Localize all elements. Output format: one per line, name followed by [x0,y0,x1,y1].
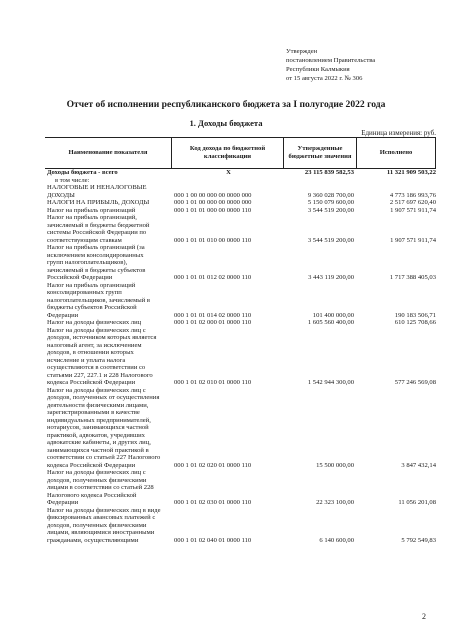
row-approved: 23 115 839 582,53 [304,169,354,176]
row-name-line: групп налогоплательщиков), [47,259,128,266]
table-row [45,469,436,507]
row-name-line: осуществляются в соответствии со [47,364,146,371]
row-name-line: исключением консолидированных [47,251,144,259]
row-code: 000 1 01 02 000 01 0000 110 [174,319,252,326]
approval-stamp [286,47,436,83]
row-name-line: практикой, адвокатов, учредивших [47,431,145,439]
row-name-line: налогоплательщиков, зачисляемый в [47,296,150,304]
row-name-line: в том числе: [55,176,90,184]
row-name-line: доходов, полученных физическими [47,521,147,529]
row-approved: 3 544 519 200,00 [307,206,354,214]
row-name-line: индивидуальных предпринимателей, [47,416,151,424]
row-executed: 190 183 506,71 [394,311,436,319]
row-executed: 1 907 571 911,74 [390,206,436,214]
row-name-line: Налог на прибыль организаций (за [47,244,145,251]
table-header [45,137,436,169]
row-name-line: налоговый агент, за исключением [47,341,142,349]
row-name-line: Налог на доходы физических лиц [47,319,142,326]
row-name-line: зачисляемый в бюджеты бюджетной [47,221,150,229]
row-code: 000 1 01 01 010 00 0000 110 [174,236,252,244]
row-approved: 15 500 000,00 [316,461,354,469]
table-row [45,244,436,282]
header-code: Код дохода по бюджетной классификации [171,138,283,168]
table-body [45,169,436,544]
row-name-line: занимающихся частной практикой в [47,446,149,454]
header-name: Наименование показателя [68,149,148,157]
income-table [45,137,436,544]
row-executed: 3 847 432,14 [401,461,436,469]
row-name-line: доходов, источником которых является [47,334,157,341]
row-name [45,184,171,199]
table-row [45,327,436,387]
table-row [45,282,436,320]
row-name [45,507,171,545]
approval-line: постановлением Правительства [286,57,376,64]
row-name-line: Налог на доходы физических лиц с [47,386,146,394]
row-code: 000 1 01 01 000 00 0000 110 [174,206,252,214]
row-name-line: Российской Федерации [47,274,113,281]
row-name-line: НАЛОГИ НА ПРИБЫЛЬ, ДОХОДЫ [47,199,150,206]
header-approved: Утвержденные бюджетные значения [283,138,356,168]
row-name-line: гражданами, осуществляющими [47,536,139,544]
row-name [45,319,171,327]
row-executed: 11 321 909 503,22 [386,169,436,176]
row-approved: 101 400 000,00 [312,311,354,319]
table-row [45,319,436,327]
row-executed: 1 907 571 911,74 [390,236,436,244]
row-code: 000 1 01 01 014 02 0000 110 [174,311,252,319]
row-approved: 5 150 079 600,00 [307,199,354,206]
row-approved: 1 542 944 300,00 [307,379,354,386]
row-name-line: зарегистрированными в качестве [47,409,140,416]
row-name-line: системы Российской Федерации по [47,229,147,236]
row-executed: 1 717 388 405,03 [389,274,436,281]
row-name-line: бюджеты субъектов Российской [47,304,137,311]
row-executed: 11 056 201,08 [398,499,436,506]
row-name-line: Налогового кодекса Российской [47,491,137,499]
row-code: 000 1 01 01 012 02 0000 110 [174,274,252,281]
row-name-line: доходов, полученных физическими [47,476,147,484]
row-name [45,387,171,470]
row-executed: 2 517 697 620,40 [389,199,436,206]
row-code: 000 1 00 00 000 00 0000 000 [174,191,252,199]
page-number: 2 [422,612,426,621]
row-name-line: соответствии со статьей 227 Налогового [47,454,161,461]
row-name [45,469,171,507]
row-name-line: исчисление и уплата налога [47,356,126,364]
row-name-line: деятельности физическими лицами, [47,401,149,409]
approval-line: от 15 августа 2022 г. № 306 [286,75,363,82]
row-name-line: Налог на доходы физических лиц с [47,326,146,334]
row-name-line: Налог на прибыль организаций [47,281,136,289]
row-code: 000 1 01 02 020 01 0000 110 [174,461,252,469]
row-executed: 4 773 186 993,76 [389,191,436,199]
row-executed: 610 125 708,66 [394,319,436,326]
row-code: 000 1 01 02 030 01 0000 110 [174,499,252,506]
row-name-line: лицами, являющимися иностранными [47,529,155,536]
row-name [45,207,171,215]
approval-line: Утвержден [286,48,318,55]
table-row [45,387,436,470]
units-label: Единица измерения: руб. [361,129,436,137]
row-name-line: Налог на прибыль организаций, [47,214,137,221]
row-approved: 22 323 100,00 [316,499,354,506]
row-name-line: Налог на доходы физических лиц с [47,469,146,476]
row-name-line: зачисляемый в бюджеты субъектов [47,266,146,274]
table-row [45,184,436,199]
row-name-line: консолидированных групп [47,289,122,296]
row-name-line: НАЛОГОВЫЕ И НЕНАЛОГОВЫЕ [47,184,147,191]
row-name-line: кодекса Российской Федерации [47,461,136,469]
row-approved: 3 443 119 200,00 [308,274,354,281]
row-approved: 9 360 028 700,00 [307,191,354,199]
row-approved: 1 605 560 400,00 [307,319,354,326]
table-row [45,199,436,207]
section-title: 1. Доходы бюджета [189,118,263,128]
row-code: 000 1 01 02 040 01 0000 110 [174,536,252,544]
table-row [45,214,436,244]
row-name-line: нотариусов, занимающихся частной [47,424,149,431]
row-name-line: статьями 227, 227.1 и 228 Налогового [47,371,153,379]
row-name-line: Налог на прибыль организаций [47,206,136,214]
row-name-line: Федерации [47,499,79,506]
row-code: 000 1 01 02 010 01 0000 110 [174,379,252,386]
row-executed: 577 246 569,08 [394,379,436,386]
table-row [45,207,436,215]
document-title: Отчет об исполнении республиканского бюджета за I полугодие 2022 года [66,99,386,110]
row-name-line: соответствующим ставкам [47,236,122,244]
row-name-line: доходов, в отношении которых [47,349,134,356]
row-name-line: Федерации [47,311,79,319]
row-approved: 6 140 600,00 [319,536,354,544]
row-name [45,214,171,244]
row-name-line: фиксированных авансовых платежей с [47,514,156,521]
header-executed: Исполнено [356,138,436,168]
row-name [45,282,171,320]
row-name [45,199,171,207]
row-code: 000 1 01 00 000 00 0000 000 [174,199,252,206]
row-name-line: ДОХОДЫ [47,191,75,199]
table-row [45,507,436,545]
table-row [45,169,436,184]
row-code: X [226,169,231,176]
row-name [45,244,171,282]
row-approved: 3 544 519 200,00 [307,236,354,244]
row-name-line: Доходы бюджета - всего [47,169,118,176]
row-name-line: лицами в соответствии со статьей 228 [47,484,154,491]
row-executed: 5 792 549,83 [401,536,436,544]
row-name [45,327,171,387]
row-name-line: адвокатские кабинеты, и других лиц, [47,439,151,446]
row-name [45,169,171,184]
row-name-line: доходов, полученных от осуществления [47,394,160,401]
row-name-line: Налог на доходы физических лиц в виде [47,506,161,514]
row-name-line: кодекса Российской Федерации [47,379,136,386]
approval-line: Республики Калмыкия [286,66,350,73]
